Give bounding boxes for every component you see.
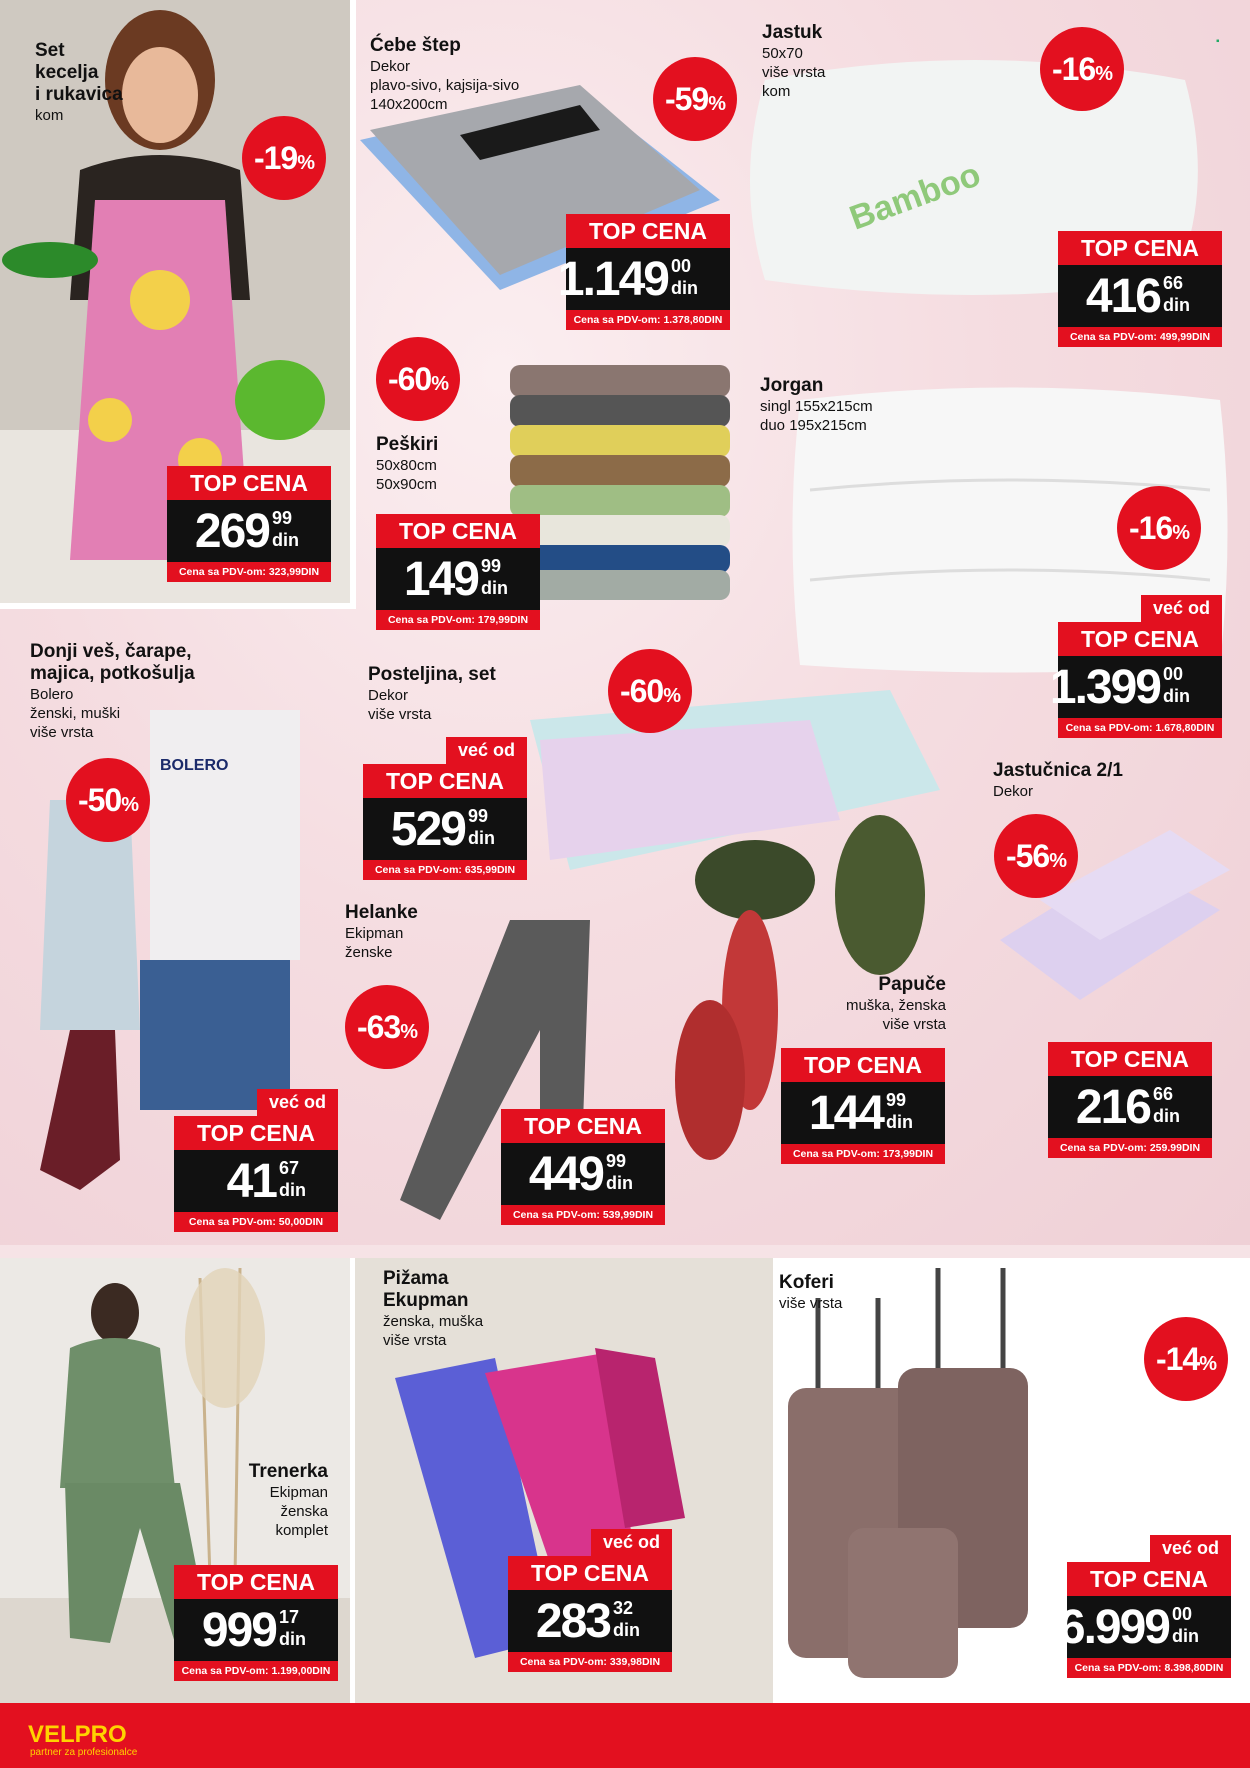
price-with-vat: Cena sa PDV-om: 323,99DIN bbox=[167, 562, 331, 582]
price-currency: din bbox=[1163, 686, 1190, 706]
luggage-info bbox=[779, 1272, 842, 1313]
leggings-desc-1: Ekipman bbox=[345, 925, 404, 942]
duvet-title: Jorgan bbox=[760, 375, 824, 396]
top-cena-label: TOP CENA bbox=[508, 1556, 672, 1590]
bedding-desc-2: više vrsta bbox=[368, 706, 432, 723]
slippers-title: Papuče bbox=[878, 974, 946, 995]
pillowcase-price-box bbox=[1048, 1042, 1212, 1158]
corner-mark-icon: ▪ bbox=[1216, 36, 1220, 47]
duvet-discount-badge: -16% bbox=[1117, 486, 1201, 570]
price-integer: 529 bbox=[390, 803, 465, 856]
slippers-desc-2: više vrsta bbox=[882, 1016, 946, 1033]
price-with-vat: Cena sa PDV-om: 50,00DIN bbox=[174, 1212, 338, 1232]
price-integer: 269 bbox=[194, 505, 269, 558]
price-with-vat: Cena sa PDV-om: 8.398,80DIN bbox=[1067, 1658, 1231, 1678]
price-integer: 6.999 bbox=[1058, 1601, 1169, 1654]
apron-title-3: i rukavica bbox=[35, 84, 123, 105]
slippers-info bbox=[838, 974, 946, 1034]
leggings-desc-2: ženske bbox=[345, 944, 393, 961]
underwear-desc-3: više vrsta bbox=[30, 724, 94, 741]
price-currency: din bbox=[1172, 1626, 1199, 1646]
bedding-title: Posteljina, set bbox=[368, 664, 496, 685]
price-integer: 41 bbox=[226, 1155, 276, 1208]
slippers-price-box bbox=[781, 1048, 945, 1164]
price-currency: din bbox=[613, 1620, 640, 1640]
price-decimals: 17 bbox=[279, 1607, 300, 1627]
price-decimals: 00 bbox=[1163, 664, 1184, 684]
price-with-vat: Cena sa PDV-om: 1.378,80DIN bbox=[566, 310, 730, 330]
velpro-logo[interactable]: VELPRO bbox=[28, 1721, 127, 1748]
top-cena-label: TOP CENA bbox=[566, 214, 730, 248]
bedding-info bbox=[368, 664, 496, 724]
price-decimals: 66 bbox=[1163, 273, 1184, 293]
price-currency: din bbox=[886, 1112, 913, 1132]
price-decimals: 99 bbox=[481, 556, 502, 576]
duvet-price-box bbox=[1049, 598, 1222, 738]
leggings-info bbox=[345, 902, 418, 962]
pillowcase-title: Jastučnica 2/1 bbox=[993, 760, 1123, 781]
price-with-vat: Cena sa PDV-om: 635,99DIN bbox=[363, 860, 527, 880]
underwear-info bbox=[30, 641, 195, 742]
leggings-discount-badge: -63% bbox=[345, 985, 429, 1069]
leggings-price-box bbox=[501, 1109, 665, 1225]
tracksuit-info bbox=[200, 1461, 328, 1540]
bedding-desc-1: Dekor bbox=[368, 687, 409, 704]
underwear-title-2: majica, potkošulja bbox=[30, 663, 195, 684]
price-integer: 1.149 bbox=[557, 253, 668, 306]
pillowcase-desc: Dekor bbox=[993, 783, 1034, 800]
price-with-vat: Cena sa PDV-om: 173,99DIN bbox=[781, 1144, 945, 1164]
blanket-price-box bbox=[557, 214, 730, 330]
towels-price-box bbox=[376, 514, 540, 630]
top-cena-label: TOP CENA bbox=[1058, 622, 1222, 656]
vec-od-label: već od bbox=[1150, 1535, 1231, 1562]
pillow-price-box bbox=[1058, 231, 1222, 347]
price-integer: 449 bbox=[528, 1148, 603, 1201]
duvet-desc-2: duo 195x215cm bbox=[760, 417, 867, 434]
price-with-vat: Cena sa PDV-om: 179,99DIN bbox=[376, 610, 540, 630]
price-integer: 283 bbox=[535, 1595, 610, 1648]
top-cena-label: TOP CENA bbox=[1067, 1562, 1231, 1596]
bedding-discount-badge: -60% bbox=[608, 649, 692, 733]
blanket-desc-1: Dekor bbox=[370, 58, 411, 75]
pillow-discount-badge: -16% bbox=[1040, 27, 1124, 111]
price-currency: din bbox=[481, 578, 508, 598]
pajamas-price-box bbox=[508, 1532, 672, 1672]
top-cena-label: TOP CENA bbox=[363, 764, 527, 798]
blanket-discount-badge: -59% bbox=[653, 57, 737, 141]
pillow-desc-3: kom bbox=[762, 83, 791, 100]
price-with-vat: Cena sa PDV-om: 499,99DIN bbox=[1058, 327, 1222, 347]
luggage-discount-badge: -14% bbox=[1144, 1317, 1228, 1401]
underwear-discount-badge: -50% bbox=[66, 758, 150, 842]
price-decimals: 99 bbox=[606, 1151, 627, 1171]
top-cena-label: TOP CENA bbox=[167, 466, 331, 500]
underwear-desc-2: ženski, muški bbox=[30, 705, 121, 722]
underwear-brand-text: BOLERO bbox=[160, 757, 229, 774]
towels-desc-2: 50x90cm bbox=[376, 476, 437, 493]
price-integer: 149 bbox=[403, 553, 478, 606]
price-currency: din bbox=[1163, 295, 1190, 315]
footer-bar bbox=[0, 1703, 1250, 1768]
towels-info bbox=[376, 434, 438, 494]
pillow-title: Jastuk bbox=[762, 22, 823, 43]
price-decimals: 99 bbox=[886, 1090, 907, 1110]
blanket-info bbox=[370, 35, 519, 114]
tracksuit-title: Trenerka bbox=[248, 1461, 328, 1482]
price-decimals: 66 bbox=[1153, 1084, 1174, 1104]
tracksuit-desc-3: komplet bbox=[275, 1522, 328, 1539]
towels-discount-badge: -60% bbox=[376, 337, 460, 421]
top-cena-label: TOP CENA bbox=[1058, 231, 1222, 265]
luggage-price-box bbox=[1058, 1538, 1231, 1678]
top-cena-label: TOP CENA bbox=[781, 1048, 945, 1082]
price-integer: 216 bbox=[1075, 1081, 1150, 1134]
towels-desc-1: 50x80cm bbox=[376, 457, 437, 474]
price-decimals: 00 bbox=[671, 256, 692, 276]
towels-title: Peškiri bbox=[376, 434, 439, 455]
apron-desc: kom bbox=[35, 107, 64, 124]
price-currency: din bbox=[606, 1173, 633, 1193]
apron-info bbox=[35, 40, 123, 125]
price-decimals: 99 bbox=[272, 508, 293, 528]
pillow-desc-1: 50x70 bbox=[762, 45, 803, 62]
top-cena-label: TOP CENA bbox=[376, 514, 540, 548]
duvet-desc-1: singl 155x215cm bbox=[760, 398, 873, 415]
pillow-info bbox=[762, 22, 825, 101]
price-currency: din bbox=[468, 828, 495, 848]
price-with-vat: Cena sa PDV-om: 1.678,80DIN bbox=[1058, 718, 1222, 738]
price-decimals: 00 bbox=[1172, 1604, 1193, 1624]
pillow-desc-2: više vrsta bbox=[762, 64, 826, 81]
price-decimals: 99 bbox=[468, 806, 489, 826]
price-currency: din bbox=[1153, 1106, 1180, 1126]
vec-od-label: već od bbox=[1141, 595, 1222, 622]
tracksuit-desc-1: Ekipman bbox=[269, 1484, 328, 1501]
vec-od-label: već od bbox=[591, 1529, 672, 1556]
underwear-desc-1: Bolero bbox=[30, 686, 74, 703]
pillow-print-text: Bamboo bbox=[844, 155, 986, 238]
price-with-vat: Cena sa PDV-om: 259.99DIN bbox=[1048, 1138, 1212, 1158]
slippers-desc-1: muška, ženska bbox=[845, 997, 946, 1014]
apron-discount-badge: -19% bbox=[242, 116, 326, 200]
price-currency: din bbox=[272, 530, 299, 550]
apron-price-box bbox=[167, 466, 331, 582]
pajamas-info bbox=[383, 1268, 483, 1350]
price-integer: 416 bbox=[1085, 270, 1160, 323]
price-with-vat: Cena sa PDV-om: 1.199,00DIN bbox=[174, 1661, 338, 1681]
tracksuit-price-box bbox=[174, 1565, 338, 1681]
brand-tagline: partner za profesionalce bbox=[30, 1747, 138, 1758]
pajamas-title-2: Ekupman bbox=[383, 1290, 469, 1311]
pajamas-desc-1: ženska, muška bbox=[383, 1313, 484, 1330]
price-integer: 1.399 bbox=[1049, 661, 1160, 714]
tracksuit-desc-2: ženska bbox=[280, 1503, 328, 1520]
top-cena-label: TOP CENA bbox=[501, 1109, 665, 1143]
luggage-desc: više vrsta bbox=[779, 1295, 843, 1312]
pajamas-desc-2: više vrsta bbox=[383, 1332, 447, 1349]
pillowcase-discount-badge: -56% bbox=[994, 814, 1078, 898]
apron-title-2: kecelja bbox=[35, 62, 99, 83]
top-cena-label: TOP CENA bbox=[174, 1116, 338, 1150]
price-currency: din bbox=[279, 1180, 306, 1200]
underwear-title-1: Donji veš, čarape, bbox=[30, 641, 192, 662]
leggings-title: Helanke bbox=[345, 902, 418, 923]
price-decimals: 32 bbox=[613, 1598, 634, 1618]
price-currency: din bbox=[279, 1629, 306, 1649]
luggage-title: Koferi bbox=[779, 1272, 834, 1293]
duvet-info bbox=[760, 375, 873, 435]
blanket-desc-3: 140x200cm bbox=[370, 96, 448, 113]
apron-title-1: Set bbox=[35, 40, 65, 61]
pajamas-title-1: Pižama bbox=[383, 1268, 449, 1289]
pillowcase-info bbox=[993, 760, 1123, 801]
underwear-price-box bbox=[174, 1092, 338, 1232]
price-with-vat: Cena sa PDV-om: 339,98DIN bbox=[508, 1652, 672, 1672]
price-decimals: 67 bbox=[279, 1158, 300, 1178]
price-integer: 999 bbox=[201, 1604, 276, 1657]
top-cena-label: TOP CENA bbox=[174, 1565, 338, 1599]
vec-od-label: već od bbox=[257, 1089, 338, 1116]
blanket-title: Ćebe štep bbox=[370, 35, 461, 56]
bedding-price-box bbox=[363, 740, 527, 880]
price-currency: din bbox=[671, 278, 698, 298]
top-cena-label: TOP CENA bbox=[1048, 1042, 1212, 1076]
price-integer: 144 bbox=[808, 1087, 883, 1140]
price-with-vat: Cena sa PDV-om: 539,99DIN bbox=[501, 1205, 665, 1225]
vec-od-label: već od bbox=[446, 737, 527, 764]
blanket-desc-2: plavo-sivo, kajsija-sivo bbox=[370, 77, 520, 94]
